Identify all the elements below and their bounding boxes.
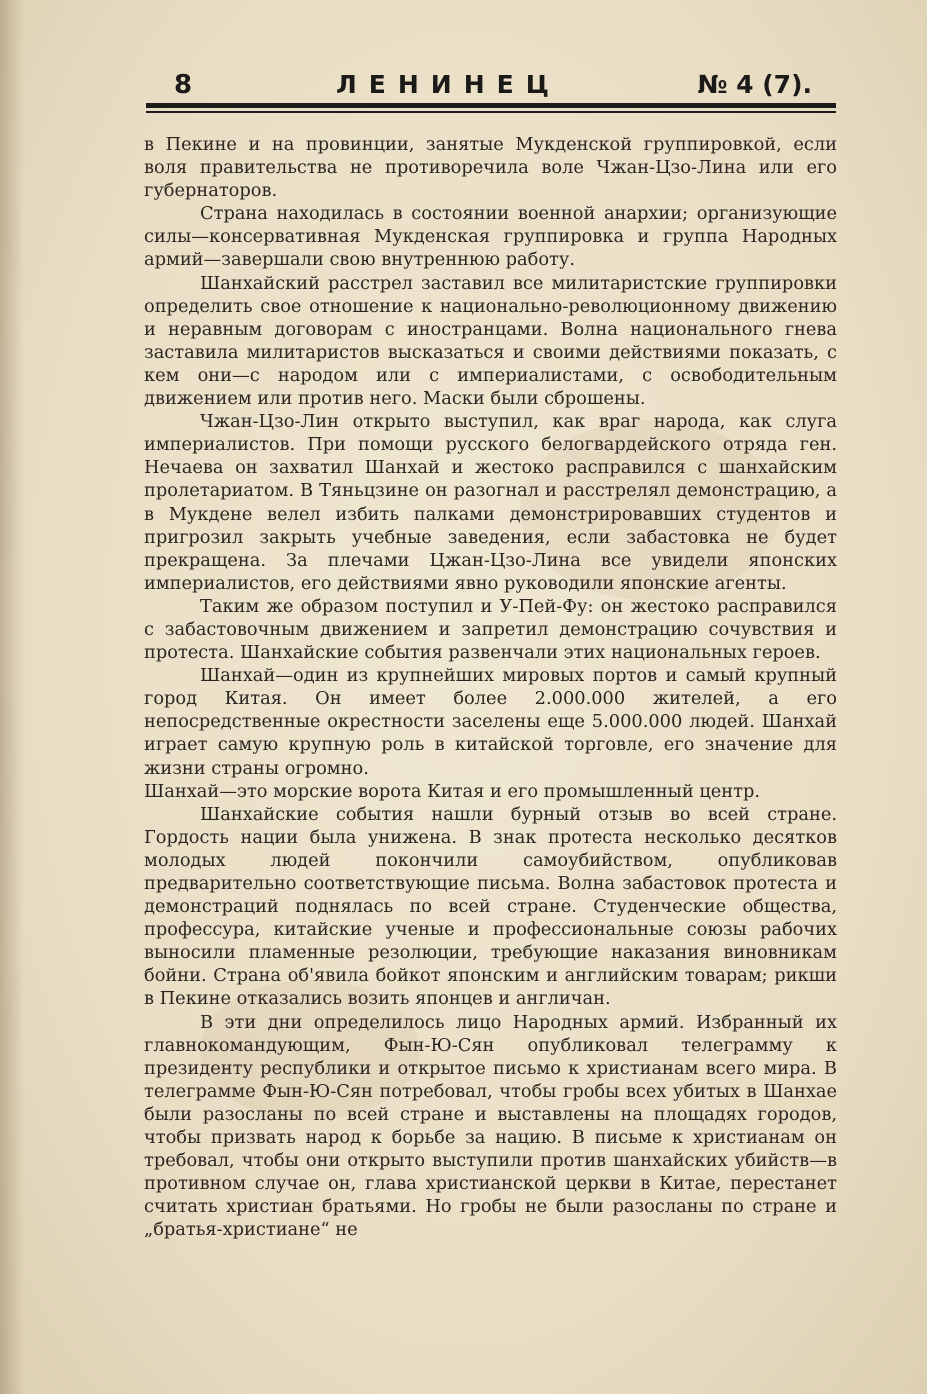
- issue-number: № 4 (7).: [697, 70, 812, 99]
- paragraph: в Пекине и на провинции, занятые Мукденской группировкой, если воля правительства не противоречила воле Чжан-Цзо-Лина или его губернаторов.: [144, 134, 837, 202]
- paragraph: Таким же образом поступил и У-Пей-Фу: он жестоко расправился с забастовочным движением и запретил демонстрацию сочувствия и протеста. Шанхайские события развенчали этих национальных героев.: [144, 595, 837, 664]
- paragraph: Шанхайский расстрел заставил все милитаристские группировки определить свое отношение к национально-революционному движению и неравным договорам с иностранцами. Волна национального гнева заставила милитаристов высказаться и своими действиями показать, с кем они—с народом или с империалистами, с освободительным движением или против него. Маски были сброшены.: [144, 272, 837, 410]
- binding-shadow: [0, 0, 24, 1394]
- paragraph: Шанхайские события нашли бурный отзыв во всей стране. Гордость нации была унижена. В знак протеста несколько десятков молодых людей покончили самоубийством, опубликовав предварительно соответствующие письма. Волна забастовок протеста и демонстраций поднялась по всей стране. Студенческие общества, профессура, китайские ученые и профессиональные союзы рабочих выносили пламенные резолюции, требующие наказания виновникам бойни. Страна об'явила бойкот японским и английским товарам; рикши в Пекине отказались возить японцев и англичан.: [144, 803, 837, 1010]
- paragraph: Чжан-Цзо-Лин открыто выступил, как враг народа, как слуга империалистов. При помощи русского белогвардейского отряда ген. Нечаева он захватил Шанхай и жестоко расправился с шанхайским пролетариатом. В Тяньцзине он разогнал и расстрелял демонстрацию, а в Мукдене велел избить палками демонстрировавших студентов и пригрозил закрыть учебные заведения, если забастовка не будет прекращена. За плечами Цжан-Цзо-Лина все увидели японских империалистов, его действиями явно руководили японские агенты.: [144, 411, 837, 594]
- paragraph: Шанхай—один из крупнейших мировых портов и самый крупный город Китая. Он имеет более 2.000.000 жителей, а его непосредственные окрестности заселены еще 5.000.000 людей. Шанхай играет самую крупную роль в китайской торговле, его значение для жизни страны огромно.: [144, 665, 837, 779]
- header-rule-thick: [146, 103, 836, 108]
- masthead-title: ЛЕНИНЕЦ: [336, 70, 561, 99]
- page-header: [150, 64, 840, 108]
- header-rule-thin: [146, 111, 836, 113]
- paragraph: Страна находилась в состоянии военной анархии; организующие силы—консервативная Мукденская группировка и группа Народных армий—завершали свою внутреннюю работу.: [144, 203, 837, 271]
- paragraph: Шанхай—это морские ворота Китая и его промышленный центр.: [144, 780, 760, 802]
- page-number: 8: [174, 70, 193, 100]
- article-body: [144, 133, 837, 1242]
- paragraph: В эти дни определилось лицо Народных армий. Избранный их главнокомандующим, Фын-Ю-Сян опубликовал телеграмму к президенту республики и открытое письмо к христианам всего мира. В телеграмме Фын-Ю-Сян потребовал, чтобы гробы всех убитых в Шанхае были разосланы по всей стране и выставлены на площадях городов, чтобы призвать народ к борьбе за нацию. В письме к христианам он требовал, чтобы они открыто выступили против шанхайских убийств—в противном случае он, глава христианской церкви в Китае, перестанет считать христиан братьями. Но гробы не были разосланы по стране и „братья-христиане“ не: [144, 1011, 837, 1241]
